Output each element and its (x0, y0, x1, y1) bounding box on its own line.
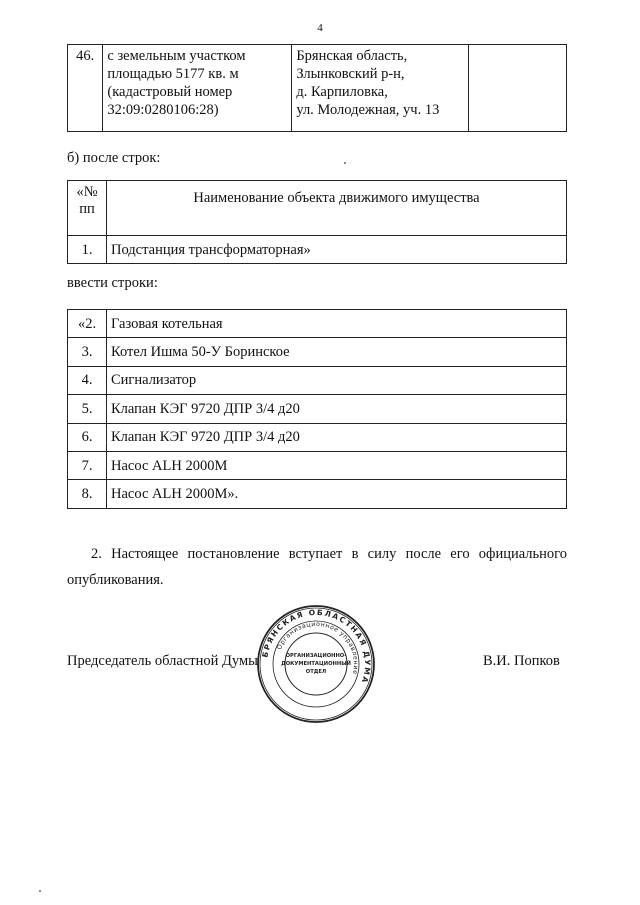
text-line: д. Карпиловка, (296, 84, 388, 100)
table-header (68, 181, 567, 236)
text-line: ул. Молодежная, уч. 13 (296, 102, 440, 118)
row-name: Сигнализатор (107, 366, 567, 394)
table-row (68, 45, 567, 132)
row-name: Насос ALH 2000M (107, 451, 567, 479)
after-rows-label: б) после строк: (67, 150, 161, 166)
row-number: 5. (68, 395, 107, 423)
stamp-outer-text: БРЯНСКАЯ ОБЛАСТНАЯ ДУМА (260, 607, 373, 686)
table-row (68, 480, 567, 508)
signatory-title: Председатель областной Думы (67, 653, 258, 669)
text-line: с земельным участком (107, 48, 246, 64)
scan-speck (344, 162, 346, 164)
row-name: Подстанция трансформаторная» (107, 236, 567, 264)
signatory-name: В.И. Попков (483, 653, 560, 669)
row-number: 8. (68, 480, 107, 508)
movable-property-table (67, 180, 567, 264)
text-line: 32:09:0280106:28) (107, 102, 219, 118)
text-line: площадью 5177 кв. м (107, 66, 239, 82)
row-name: Клапан КЭГ 9720 ДПР 3/4 д20 (107, 423, 567, 451)
row-number: «2. (68, 310, 107, 338)
row-name: Котел Ишма 50-У Боринское (107, 338, 567, 366)
row-number: 46. (68, 45, 103, 132)
row-number: 1. (68, 236, 107, 264)
table-row (68, 236, 567, 264)
stamp-center-line: ОТДЕЛ (305, 669, 327, 675)
table-row (68, 423, 567, 451)
new-rows-table (67, 309, 567, 509)
clause-2-text: 2. Настоящее постановление вступает в силу после его официального опубликования. (67, 546, 567, 588)
page-number: 4 (317, 22, 323, 34)
object-description (103, 45, 292, 132)
header-number: «№ пп (68, 181, 107, 236)
insert-rows-label: ввести строки: (67, 275, 158, 291)
table-row (68, 338, 567, 366)
text-line: Злынковский р-н, (296, 66, 405, 82)
stamp-inner-text: Организационное управление (276, 620, 360, 676)
object-address (292, 45, 469, 132)
row-number: 3. (68, 338, 107, 366)
row-name: Газовая котельная (107, 310, 567, 338)
header-name: Наименование объекта движимого имущества (107, 181, 567, 236)
clause-2-paragraph (67, 541, 567, 593)
row-name: Клапан КЭГ 9720 ДПР 3/4 д20 (107, 395, 567, 423)
empty-cell (469, 45, 567, 132)
official-stamp (256, 604, 376, 724)
property-table-continuation (67, 44, 567, 132)
row-number: 6. (68, 423, 107, 451)
stamp-center-line: ОРГАНИЗАЦИОННО- (285, 653, 347, 659)
scan-speck (39, 890, 41, 892)
text-line: Брянская область, (296, 48, 408, 64)
row-number: 4. (68, 366, 107, 394)
stamp-center-line: ДОКУМЕНТАЦИОННЫЙ (281, 661, 351, 667)
table-row (68, 310, 567, 338)
row-number: 7. (68, 451, 107, 479)
row-name: Насос ALH 2000M». (107, 480, 567, 508)
table-row (68, 366, 567, 394)
table-row (68, 451, 567, 479)
text-line: (кадастровый номер (107, 84, 233, 100)
table-row (68, 395, 567, 423)
